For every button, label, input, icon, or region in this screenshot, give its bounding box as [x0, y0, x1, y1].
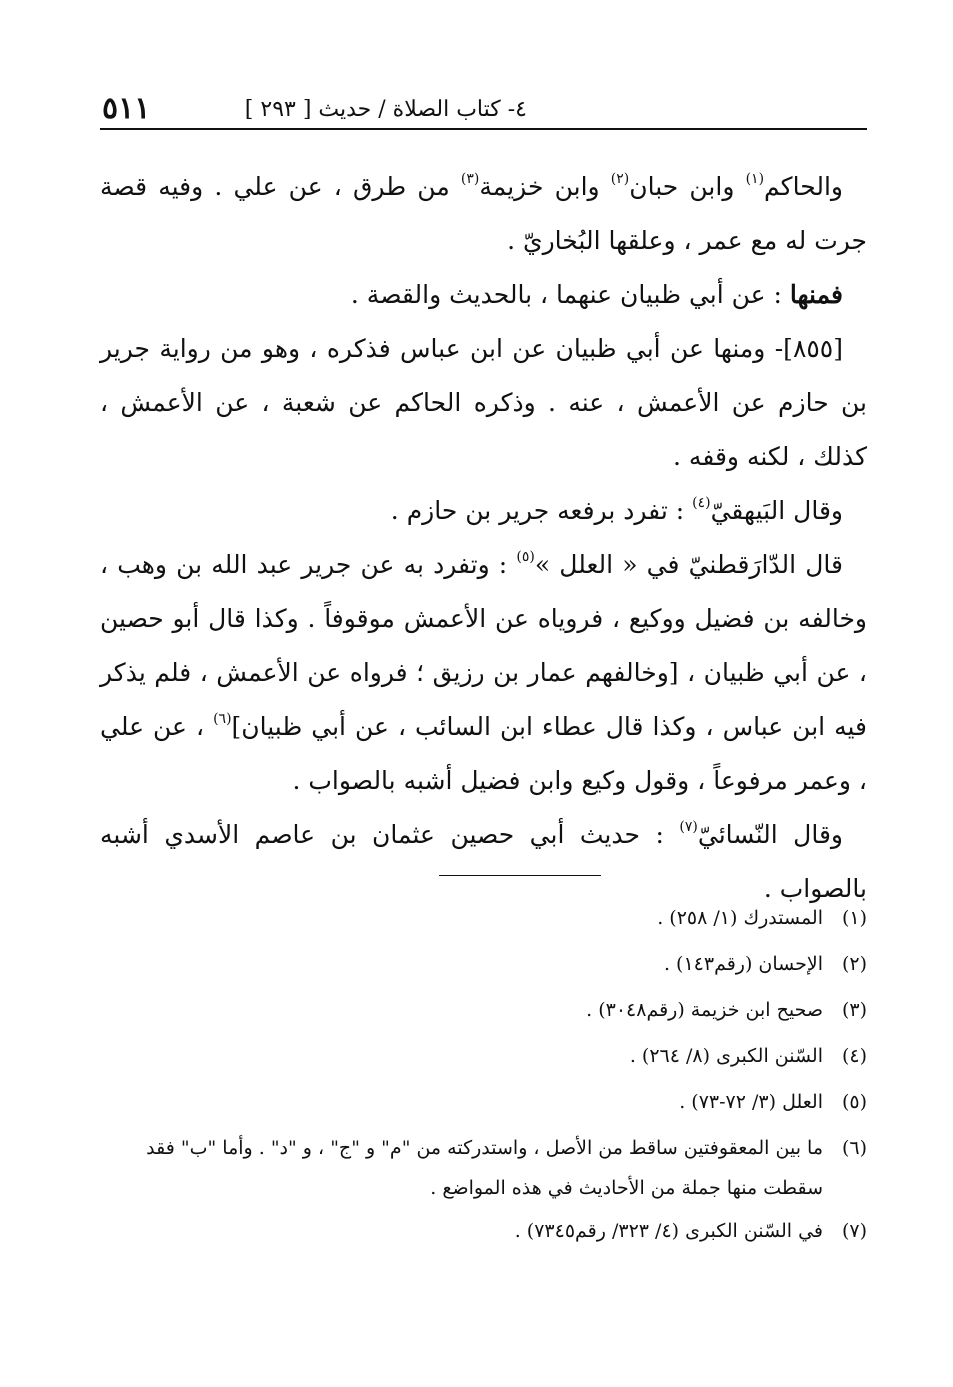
footnote-ref-1[interactable]: (١)	[745, 171, 765, 187]
footnote-6	[100, 1125, 867, 1208]
footnote-ref-7[interactable]: (٧)	[679, 819, 698, 835]
text-run: والحاكم	[764, 172, 843, 201]
paragraph-3: [٨٥٥]- ومنها عن أبي ظبيان عن ابن عباس فذكره ، وهو من رواية جرير بن حازم عن الأعمش ، عنه . وذكره الحاكم عن شعبة ، عن الأعمش ، كذلك ، لكنه وقفه .	[100, 334, 867, 471]
footnote-text: في السّنن الكبرى (٤/ ٣٢٣/ رقم٧٣٤٥) .	[514, 1220, 823, 1242]
footnote-7	[100, 1208, 867, 1254]
footnote-3	[100, 987, 867, 1033]
footnote-number: (٣)	[841, 999, 867, 1021]
footnote-text: ما بين المعقوفتين ساقط من الأصل ، واستدركته من "م" و "ج" ، و "د" . وأما "ب" فقد سقطت منها جملة من الأحاديث في هذه المواضع .	[146, 1137, 823, 1199]
paragraph-1	[100, 160, 867, 268]
footnote-ref-5[interactable]: (٥)	[516, 549, 535, 565]
footnote-number: (٦)	[841, 1137, 867, 1159]
footnote-number: (٧)	[841, 1220, 867, 1242]
footnote-text: صحيح ابن خزيمة (رقم٣٠٤٨) .	[586, 999, 823, 1021]
text-run: : وتفرد به عن جرير عبد الله بن وهب ، وخالفه بن فضيل ووكيع ، فروياه عن الأعمش موقوفاً . وكذا قال أبو حصين ، عن أبي ظبيان ، [وخالفهم عمار بن رزيق ؛ فرواه عن الأعمش ، فلم يذكر فيه ابن عباس ، وكذا قال عطاء ابن السائب ، عن أبي ظبيان]	[100, 550, 868, 741]
footnote-number: (٥)	[841, 1091, 867, 1113]
paragraph-4	[100, 484, 867, 538]
footnote-text: السّنن الكبرى (٨/ ٢٦٤) .	[629, 1045, 823, 1067]
text-run: ، عن علي ، وعمر مرفوعاً ، وقول وكيع وابن فضيل أشبه بالصواب .	[100, 712, 867, 795]
text-run: وقال البَيهقيّ	[710, 496, 843, 525]
footnote-text: العلل (٣/ ٧٢-٧٣) .	[679, 1091, 823, 1113]
text-run: وقال النّسائيّ	[697, 820, 843, 849]
footnote-number: (٢)	[841, 953, 867, 975]
text-run: وابن خزيمة	[479, 172, 611, 201]
text-run: : تفرد برفعه جرير بن حازم .	[390, 496, 693, 525]
text-run: قال الدّارَقطنيّ في « العلل »	[534, 550, 843, 579]
bold-lead: فمنها	[789, 280, 843, 309]
footnote-ref-4[interactable]: (٤)	[692, 495, 711, 511]
running-header	[100, 78, 867, 130]
header-title: ٤- كتاب الصلاة / حديث [ ٢٩٣ ]	[244, 97, 527, 122]
footnote-text: الإحسان (رقم١٤٣) .	[663, 953, 823, 975]
footnotes	[100, 895, 867, 1254]
text-run: : عن أبي ظبيان عنهما ، بالحديث والقصة .	[350, 280, 790, 309]
main-text	[100, 160, 867, 916]
page-number: ٥١١	[102, 91, 151, 126]
footnote-text: المستدرك (١/ ٢٥٨) .	[657, 907, 823, 929]
footnote-5	[100, 1079, 867, 1125]
paragraph-2	[100, 268, 867, 322]
text-run: من طرق ، عن علي . وفيه قصة جرت له مع عمر ، وعلقها البُخاريّ .	[100, 172, 867, 255]
footnote-ref-2[interactable]: (٢)	[610, 171, 630, 187]
footnote-number: (٤)	[841, 1045, 867, 1067]
footnote-ref-6[interactable]: (٦)	[213, 711, 232, 727]
footnote-number: (١)	[841, 907, 867, 929]
text-run: : حديث أبي حصين عثمان بن عاصم الأسدي أشبه بالصواب .	[100, 820, 867, 903]
text-run: وابن حبان	[629, 172, 746, 201]
footnote-ref-3[interactable]: (٣)	[460, 171, 480, 187]
footnote-1	[100, 895, 867, 941]
footnote-separator	[439, 875, 601, 876]
paragraph-5	[100, 538, 867, 808]
footnote-2	[100, 941, 867, 987]
footnote-4	[100, 1033, 867, 1079]
